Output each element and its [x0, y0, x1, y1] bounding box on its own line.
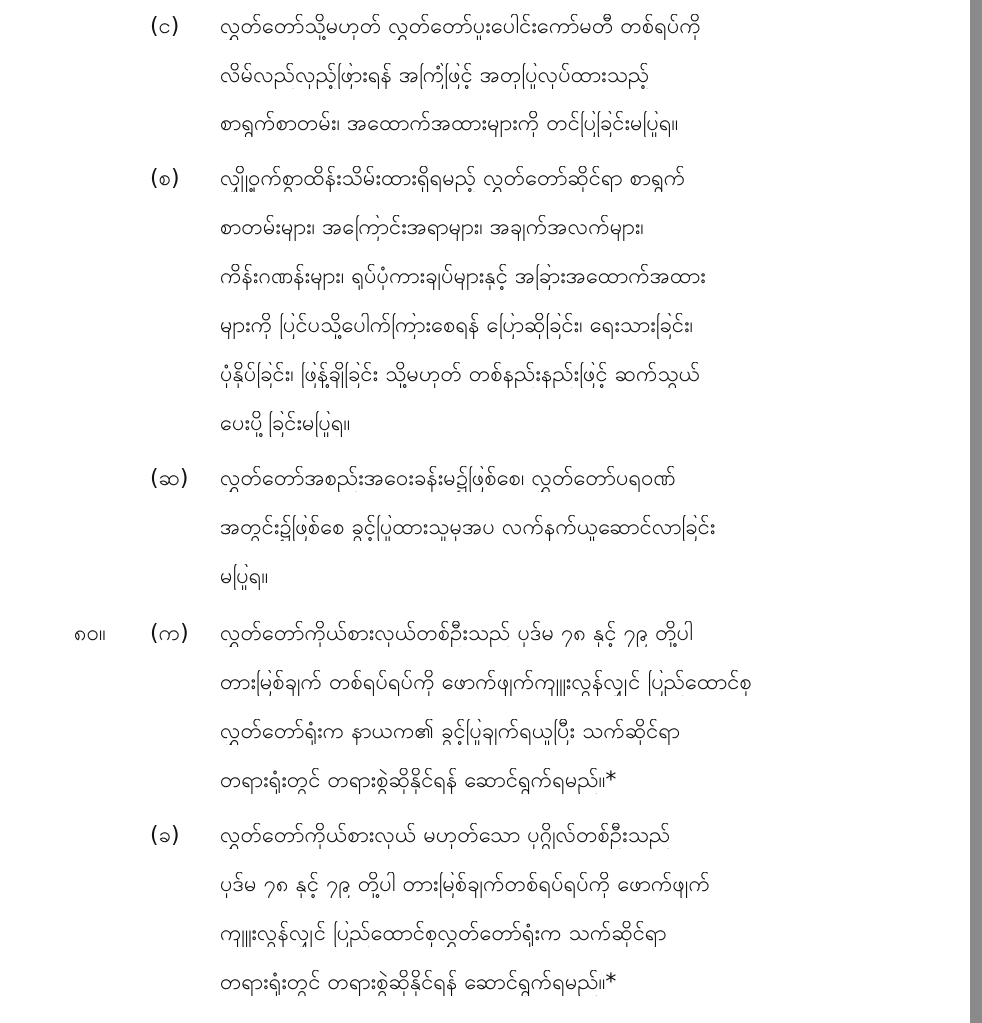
text-line: လိမ်လည်လှည့်ဖြားရန် အကြံဖြင့် အတုပြုလုပ်ထားသည့် — [220, 63, 650, 88]
item-label: (က) — [150, 621, 189, 646]
item-label: (ခ) — [150, 823, 180, 848]
text-line: မပြုရ။ — [220, 564, 269, 589]
text-line: ပုံနှိပ်ခြင်း၊ ဖြန့်ချိခြင်း သို့မဟုတ် တစ်နည်းနည်းဖြင့် ဆက်သွယ် — [220, 362, 701, 387]
text-line: ပေးပို့ခြင်းမပြုရ။ — [220, 411, 351, 436]
item-label: (င) — [150, 14, 180, 39]
text-line: စာတမ်းများ၊ အကြောင်းအရာများ၊ အချက်အလက်များ၊ — [220, 215, 644, 240]
text-line: လွှတ်တော်သို့မဟုတ် လွှတ်တော်ပူးပေါင်းကော်မတီ တစ်ရပ်ကို — [220, 14, 701, 39]
text-line: လွှတ်တော်ကိုယ်စားလှယ် မဟုတ်သော ပုဂ္ဂိုလ်တစ်ဦးသည် — [220, 823, 671, 848]
section-number: ၈၀။ — [74, 621, 106, 646]
text-line: ကိန်းဂဏန်းများ၊ ရုပ်ပုံကားချပ်များနှင့် အခြားအထောက်အထား — [220, 264, 706, 289]
text-line: အတွင်း၌ဖြစ်စေ ခွင့်ပြုထားသူမှအပ လက်နက်ယူဆောင်လာခြင်း — [220, 515, 716, 540]
text-line: လျှို့ဝှက်စွာထိန်းသိမ်းထားရှိရမည့် လွှတ်တော်ဆိုင်ရာ စာရွက် — [220, 166, 686, 191]
text-line: လွှတ်တော်အစည်းအဝေးခန်းမ၌ဖြစ်စေ၊ လွှတ်တော်ပရဝဏ် — [220, 466, 676, 491]
text-line: လွှတ်တော်ကိုယ်စားလှယ်တစ်ဦးသည် ပုဒ်မ ၇၈ နှင့် ၇၉ တို့ပါ — [220, 621, 694, 646]
page-edge — [970, 0, 982, 1023]
text-line: လွှတ်တော်ရုံးက နာယက၏ ခွင့်ပြုချက်ရယူပြီး သက်ဆိုင်ရာ — [220, 719, 681, 744]
text-line: တရားရုံးတွင် တရားစွဲဆိုနိုင်ရန် ဆောင်ရွက်ရမည်။* — [220, 970, 617, 995]
text-line: ပုဒ်မ ၇၈ နှင့် ၇၉ တို့ပါ တားမြစ်ချက်တစ်ရပ်ရပ်ကို ဖောက်ဖျက် — [220, 872, 710, 897]
item-label: (ဆ) — [150, 466, 189, 491]
text-line: များကို ပြင်ပသို့ပေါက်ကြားစေရန် ပြောဆိုခြင်း၊ ရေးသားခြင်း၊ — [220, 313, 694, 338]
text-line: ကျူးလွန်လျှင် ပြည်ထောင်စုလွှတ်တော်ရုံးက သက်ဆိုင်ရာ — [220, 921, 667, 946]
text-line: စာရွက်စာတမ်း၊ အထောက်အထားများကို တင်ပြခြင်းမပြုရ။ — [220, 111, 679, 136]
text-line: တားမြစ်ချက် တစ်ရပ်ရပ်ကို ဖောက်ဖျက်ကျူးလွန်လျှင် ပြည်ထောင်စု — [220, 670, 752, 695]
text-line: တရားရုံးတွင် တရားစွဲဆိုနိုင်ရန် ဆောင်ရွက်ရမည်။* — [220, 768, 617, 793]
item-label: (စ) — [150, 166, 180, 191]
